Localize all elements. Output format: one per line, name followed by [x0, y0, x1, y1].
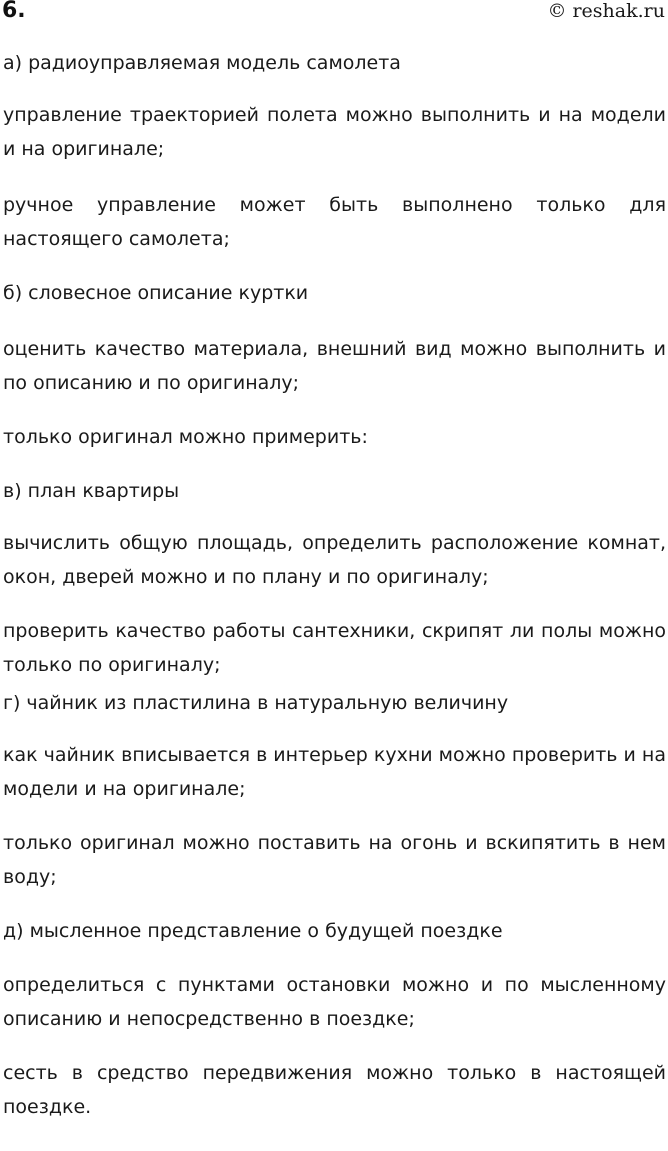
- section-b-paragraph-2: только оригинал можно примерить:: [3, 426, 368, 448]
- watermark: © reshak.ru: [547, 0, 665, 22]
- answer-body: [3, 46, 666, 1124]
- section-b-label: б) словесное описание куртки: [3, 282, 309, 304]
- page-header: [0, 0, 668, 30]
- section-e-paragraph-2: сесть в средство передвижения можно только в настоящей поездке.: [3, 1062, 666, 1118]
- section-e-label: д) мысленное представление о будущей поездке: [3, 920, 503, 942]
- section-c-paragraph-2: проверить качество работы сантехники, скрипят ли полы можно только по оригиналу;: [3, 620, 666, 676]
- section-c-label: в) план квартиры: [3, 480, 180, 502]
- section-e-paragraph-1: определиться с пунктами остановки можно и по мысленному описанию и непосредственно в поездке;: [3, 974, 666, 1030]
- section-d-paragraph-1: как чайник вписывается в интерьер кухни можно проверить и на модели и на оригинале;: [3, 744, 666, 800]
- section-a-label: а) радиоуправляемая модель самолета: [3, 52, 401, 74]
- section-a-paragraph-1: управление траекторией полета можно выполнить и на модели и на оригинале;: [3, 104, 666, 160]
- section-d-paragraph-2: только оригинал можно поставить на огонь и вскипятить в нем воду;: [3, 832, 666, 888]
- section-c-paragraph-1: вычислить общую площадь, определить расположение комнат, окон, дверей можно и по плану и по оригиналу;: [3, 532, 666, 588]
- task-number: 6.: [2, 0, 26, 23]
- section-b-paragraph-1: оценить качество материала, внешний вид можно выполнить и по описанию и по оригиналу;: [3, 338, 666, 394]
- section-d-label: г) чайник из пластилина в натуральную величину: [3, 692, 509, 714]
- section-a-paragraph-2: ручное управление может быть выполнено только для настоящего самолета;: [3, 194, 666, 250]
